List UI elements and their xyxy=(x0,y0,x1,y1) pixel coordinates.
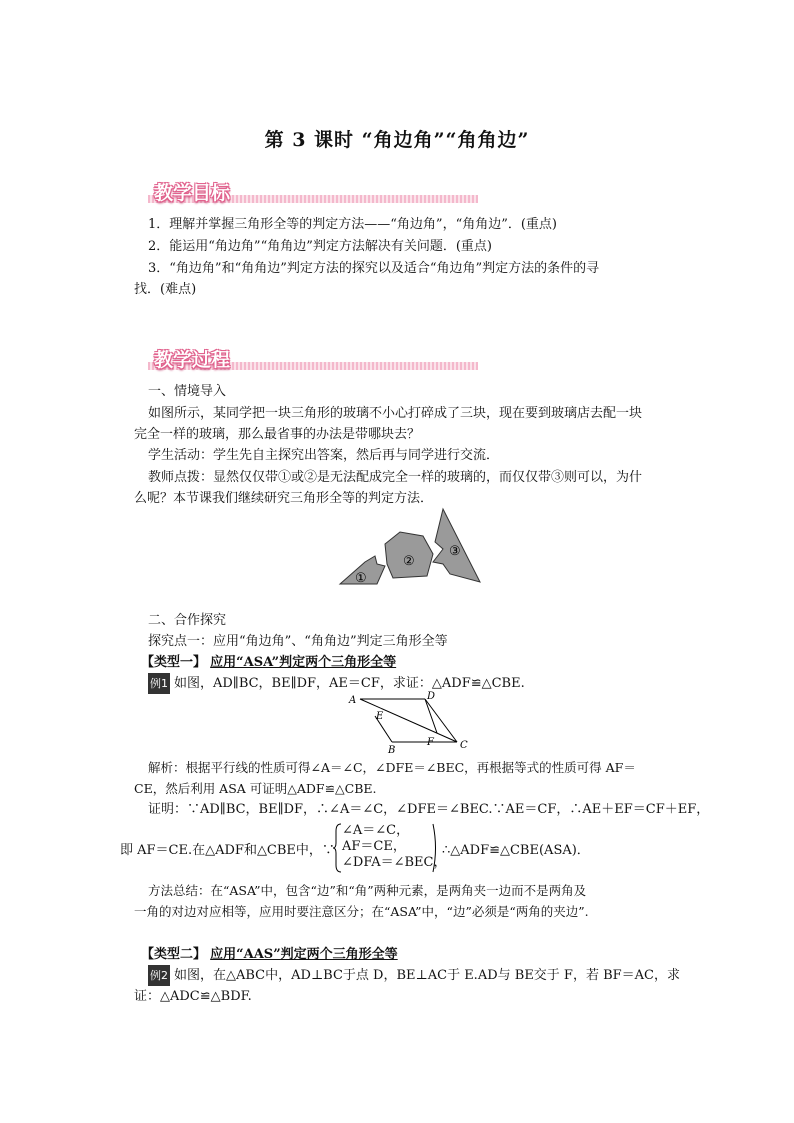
proof-right-paren xyxy=(432,823,440,873)
process-heading: 教学过程 xyxy=(154,349,231,371)
explore-heading: 二、合作探究 xyxy=(148,613,227,628)
proof-b-pre: 即 AF＝CE.在△ADF和△CBE中，∵ xyxy=(120,843,335,858)
goal-3: 3．“角边角”和“角角边”判定方法的探究以及适合“角边角”判定方法的条件的寻 xyxy=(148,261,600,276)
piece-label-1: ① xyxy=(355,571,367,586)
intro-heading: 一、情境导入 xyxy=(148,384,227,399)
intro-p1b: 完全一样的玻璃，那么最省事的办法是带哪块去？ xyxy=(134,427,421,442)
intro-p3b: 么呢？本节课我们继续研究三角形全等的判定方法． xyxy=(134,491,434,506)
brace-line-3: ∠DFA＝∠BEC， xyxy=(342,855,447,870)
type1-title: 应用“ASA”判定两个三角形全等 xyxy=(210,655,397,670)
fig1-label-D: D xyxy=(427,691,436,702)
type2-title: 应用“AAS”判定两个三角形全等 xyxy=(210,947,398,962)
ex1-text: 如图，AD∥BC，BE∥DF，AE＝CF，求证：△ADF≌△CBE. xyxy=(174,676,525,691)
proof-b xyxy=(120,821,680,873)
ex1-badge: 例1 xyxy=(148,673,170,694)
proof-b-post: ∴△ADF≌△CBE(ASA)． xyxy=(442,843,590,858)
piece-label-3: ③ xyxy=(449,544,461,559)
ex1-figure xyxy=(345,690,475,755)
analysis-b: CE，然后利用 ASA 可证明△ADF≌△CBE. xyxy=(134,781,377,796)
ex2-text-a: 如图，在△ABC中，AD⊥BC于点 D，BE⊥AC于 E.AD与 BE交于 F，若 BF＝AC，求 xyxy=(174,968,680,983)
process-banner xyxy=(148,345,478,375)
piece-label-2: ② xyxy=(403,554,415,569)
goals-heading: 教学目标 xyxy=(154,182,231,204)
ex2-row xyxy=(148,965,680,986)
brace-line-2: AF＝CE， xyxy=(342,839,406,854)
goal-3-cont: 找．(难点) xyxy=(134,282,197,297)
ex2-text-b: 证：△ADC≌△BDF. xyxy=(134,989,252,1004)
intro-p2: 学生活动：学生先自主探究出答案，然后再与同学进行交流． xyxy=(148,448,500,463)
goal-2: 2．能运用“角边角”“角角边”判定方法解决有关问题．(重点) xyxy=(148,239,492,254)
summary-b: 一角的对边对应相等，应用时要注意区分；在“ASA”中，“边”必须是“两角的夹边”. xyxy=(134,904,589,919)
type1-tag: 【类型一】 xyxy=(141,655,207,670)
explore-point1: 探究点一：应用“角边角”、“角角边”判定三角形全等 xyxy=(148,634,448,649)
type2-tag: 【类型二】 xyxy=(141,947,207,962)
type2-row xyxy=(141,944,661,965)
brace-line-1: ∠A＝∠C， xyxy=(342,823,410,838)
goal-1: 1．理解并掌握三角形全等的判定方法——“角边角”，“角角边”．(重点) xyxy=(148,217,557,232)
goals-banner xyxy=(148,178,478,208)
analysis-a: 解析：根据平行线的性质可得∠A＝∠C，∠DFE＝∠BEC，再根据等式的性质可得 AF＝ xyxy=(148,760,636,775)
fig1-label-F: F xyxy=(427,737,434,748)
proof-a: 证明：∵AD∥BC，BE∥DF，∴∠A＝∠C，∠DFE＝∠BEC.∵AE＝CF，∴AE＋EF＝CF＋EF， xyxy=(148,802,710,817)
intro-p3a: 教师点拨：显然仅仅带①或②是无法配成完全一样的玻璃的，而仅仅带③则可以，为什 xyxy=(148,470,643,485)
summary-a: 方法总结：在“ASA”中，包含“边”和“角”两种元素，是两角夹一边而不是两角及 xyxy=(148,883,587,898)
fig1-label-E: E xyxy=(376,711,384,722)
broken-glass-figure xyxy=(335,504,490,589)
proof-brace-lines xyxy=(342,823,446,871)
type1-row xyxy=(141,652,661,673)
intro-p1a: 如图所示，某同学把一块三角形的玻璃不小心打碎成了三块，现在要到玻璃店去配一块 xyxy=(148,406,643,421)
ex2-badge: 例2 xyxy=(148,965,170,986)
page-title: 第 3 课时 “角边角”“角角边” xyxy=(264,129,530,151)
fig1-label-B: B xyxy=(388,745,396,755)
fig1-label-C: C xyxy=(460,740,468,751)
fig1-label-A: A xyxy=(349,695,357,706)
